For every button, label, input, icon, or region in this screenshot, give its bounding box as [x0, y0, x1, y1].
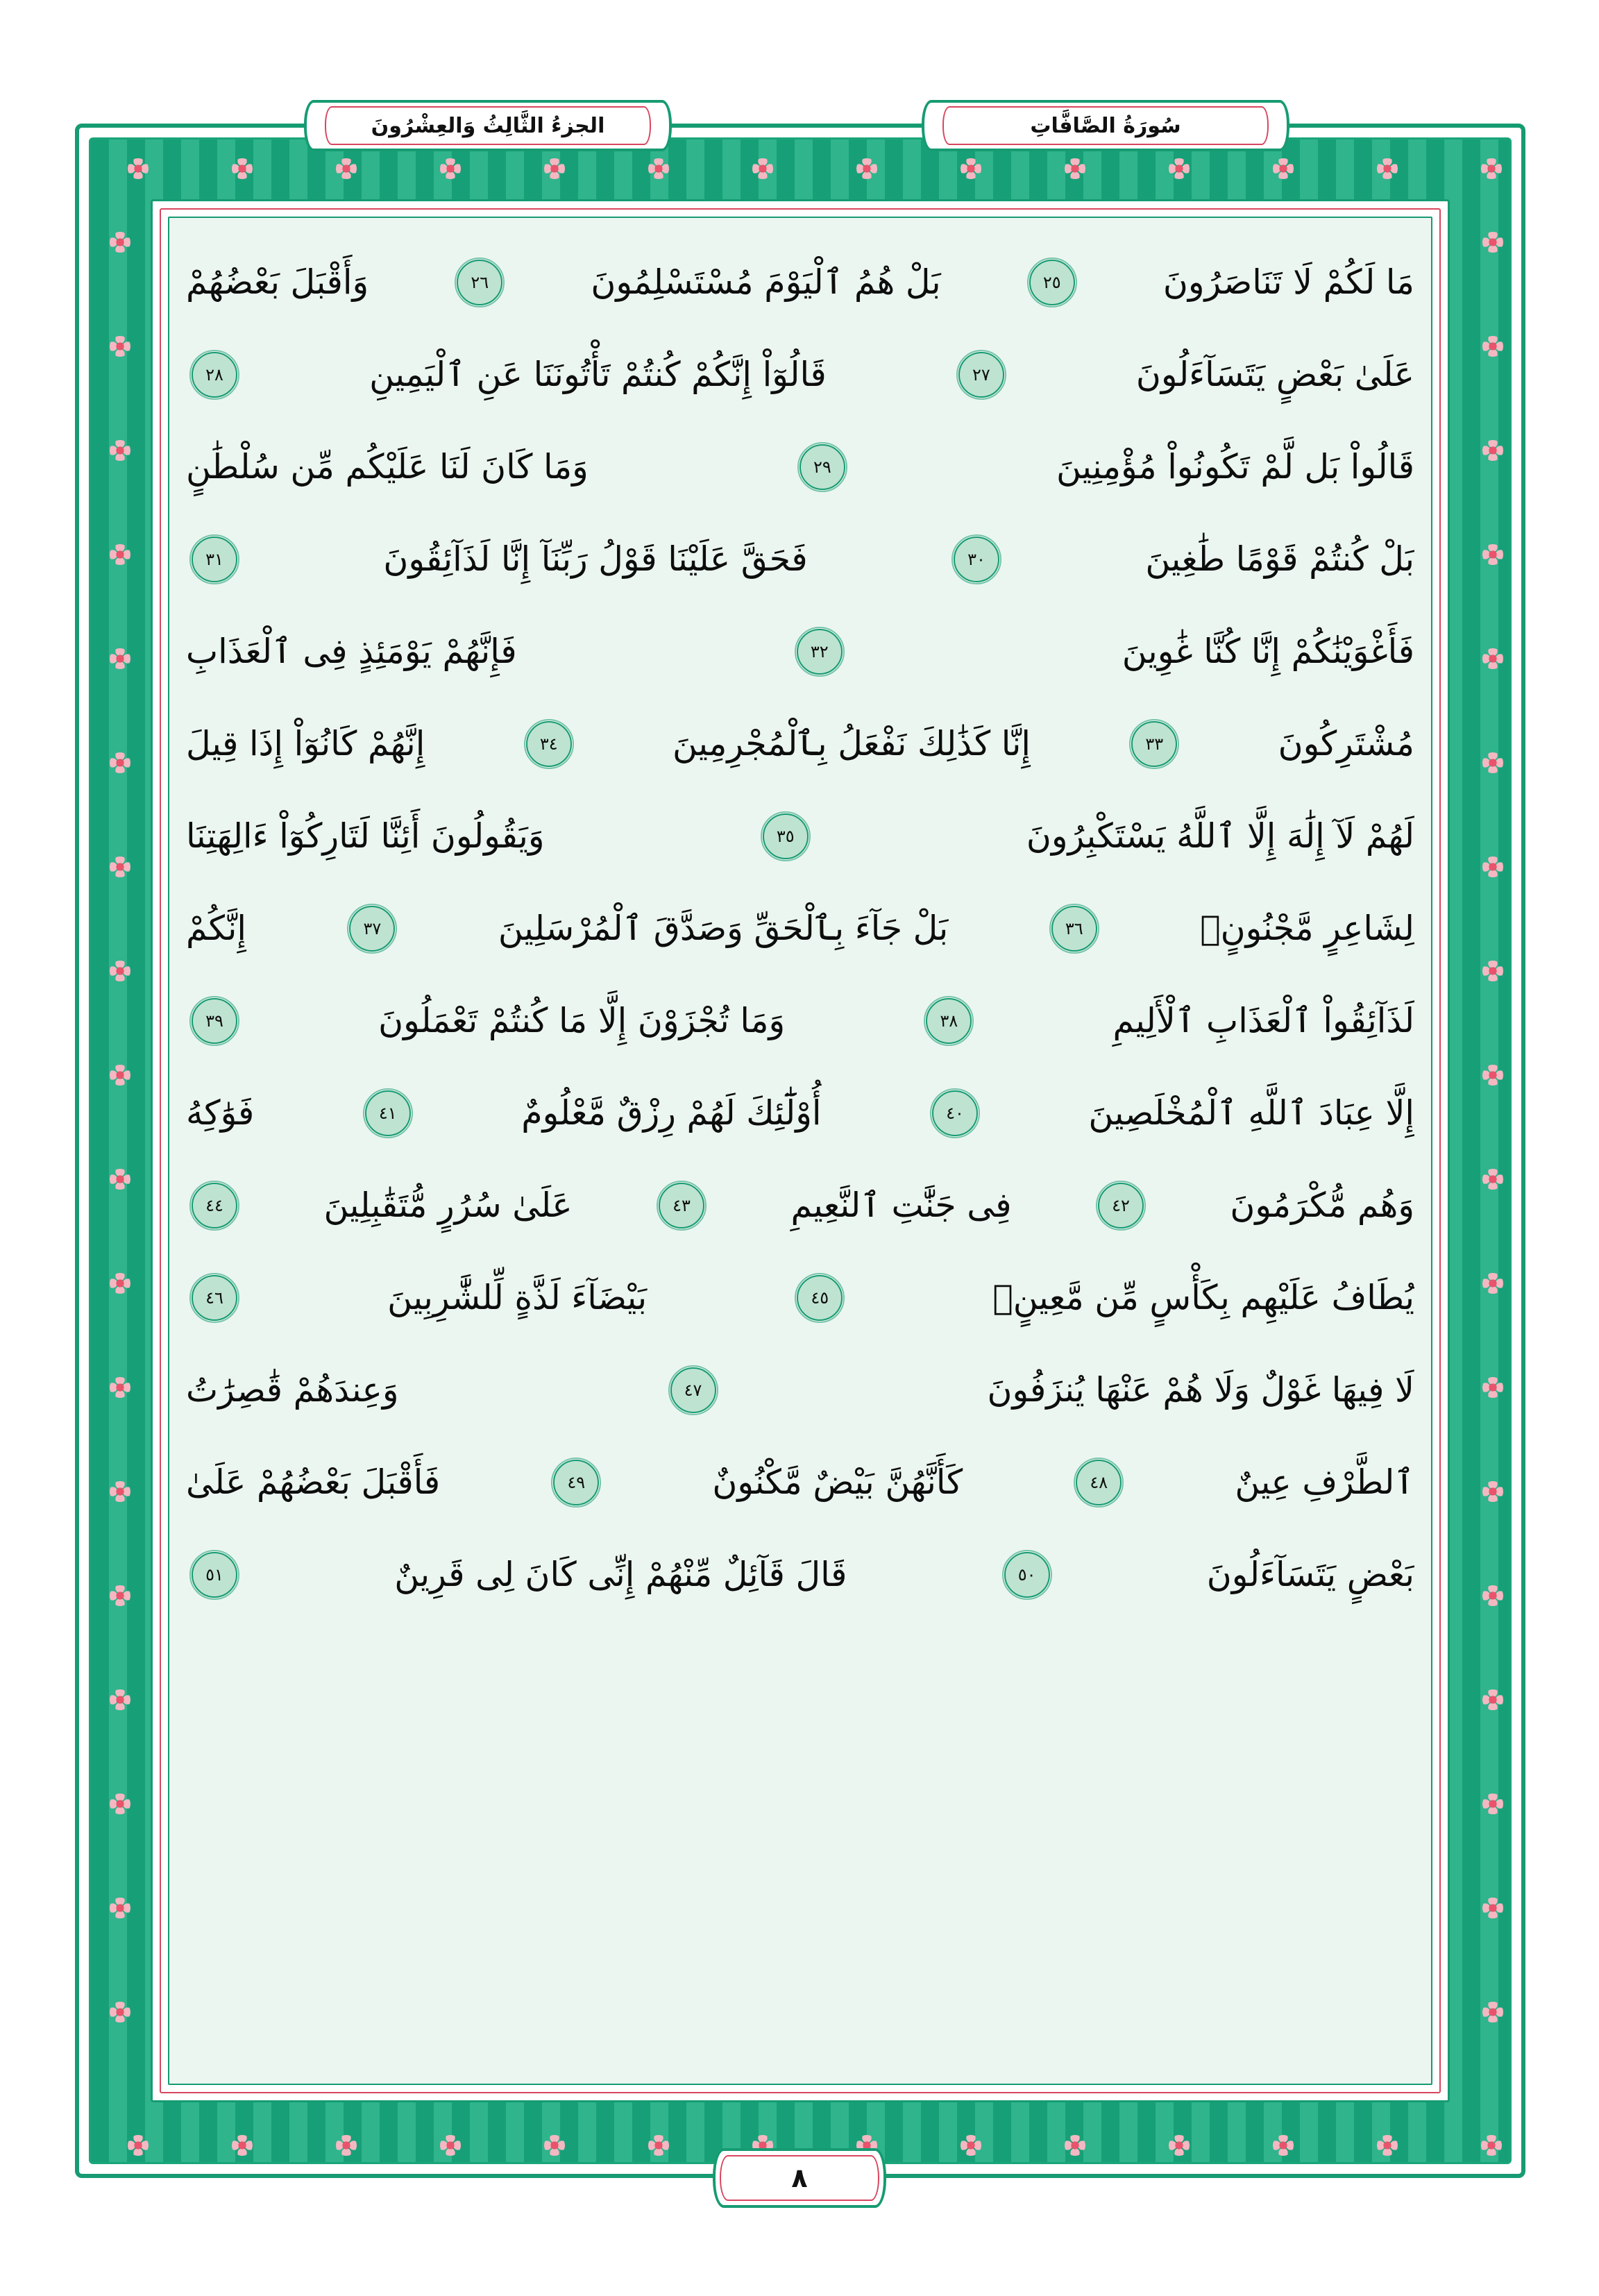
ayah-number-marker: ٣١ — [192, 537, 237, 582]
rosette-icon — [1273, 2135, 1294, 2156]
rosette-icon — [1482, 2002, 1503, 2023]
ayah-number-marker: ٤٤ — [192, 1183, 237, 1229]
ayah-number-marker: ٢٦ — [457, 260, 502, 305]
ayah-number-marker: ٤٦ — [192, 1275, 237, 1321]
rosette-icon — [1482, 1793, 1503, 1814]
rosette-icon — [128, 2135, 149, 2156]
rosette-icon — [110, 1898, 130, 1918]
rosette-icon — [336, 158, 357, 179]
rosette-icon — [110, 232, 130, 253]
ayah-text: أُوْلَٰٓئِكَ لَهُمْ رِزْقٌ مَّعْلُومٌ — [521, 1093, 822, 1133]
rosette-icon — [752, 158, 773, 179]
rosette-icon — [1482, 1585, 1503, 1606]
juz-label: الجزءُ الثَّالِثُ وَالعِشْرُونَ — [371, 113, 605, 138]
rosette-icon — [232, 2135, 253, 2156]
ayah-text: يُطَافُ عَلَيْهِم بِكَأْسٍ مِّن مَّعِينٍۭ — [992, 1278, 1414, 1317]
ayah-text: لَهُمْ لَآ إِلَٰهَ إِلَّا ٱللَّهُ يَسْتَكْبِرُونَ — [1026, 816, 1414, 856]
ayah-number-marker: ٣٢ — [797, 629, 843, 675]
ayah-text: فَحَقَّ عَلَيْنَا قَوْلُ رَبِّنَآ إِنَّا لَذَآئِقُونَ — [383, 539, 808, 579]
ayah-number-marker: ٤١ — [365, 1090, 411, 1136]
rosette-icon — [1482, 440, 1503, 461]
ayah-number-marker: ٢٩ — [800, 444, 845, 490]
rosette-icon — [1482, 1689, 1503, 1710]
rosette-icon — [961, 158, 981, 179]
ayah-text: إِنَّهُمْ كَانُوٓاْ إِذَا قِيلَ — [186, 724, 425, 763]
page-number-cartouche-inner — [720, 2155, 879, 2201]
rosette-icon — [1482, 856, 1503, 877]
page-border-accent — [160, 208, 1441, 2093]
ayah-text: مُشْتَرِكُونَ — [1278, 724, 1414, 763]
rosette-icon — [110, 752, 130, 773]
ayah-text: وَيَقُولُونَ أَئِنَّا لَتَارِكُوٓاْ ءَالِهَتِنَا — [186, 816, 545, 856]
rosette-icon — [110, 1377, 130, 1398]
ayah-line — [186, 974, 1414, 1067]
ayah-text: لَا فِيهَا غَوْلٌ وَلَا هُمْ عَنْهَا يُنزَفُونَ — [987, 1370, 1414, 1410]
ayah-number-marker: ٣٣ — [1131, 721, 1177, 767]
ayah-line — [186, 1067, 1414, 1159]
ayah-line — [186, 1436, 1414, 1528]
rosette-icon — [110, 440, 130, 461]
rosette-icon — [110, 2002, 130, 2023]
rosette-icon — [110, 961, 130, 981]
rosette-icon — [110, 1689, 130, 1710]
ayah-number-marker: ٢٨ — [192, 352, 237, 398]
ayah-line — [186, 1251, 1414, 1344]
ayah-text: وَمَا كَانَ لَنَا عَلَيْكُم مِّن سُلْطَٰنٍ — [186, 447, 589, 487]
ayah-text: بَلْ جَآءَ بِٱلْحَقِّ وَصَدَّقَ ٱلْمُرْسَلِينَ — [498, 909, 949, 948]
rosette-icon — [1482, 232, 1503, 253]
ayah-text: قَالُواْ بَل لَّمْ تَكُونُواْ مُؤْمِنِينَ — [1056, 447, 1414, 487]
ayah-number-marker: ٣٤ — [526, 721, 572, 767]
rosette-icon — [110, 856, 130, 877]
juz-cartouche — [304, 100, 672, 151]
ayah-line — [186, 1528, 1414, 1621]
ayah-line — [186, 1159, 1414, 1251]
ayah-text: بَلْ هُمُ ٱلْيَوْمَ مُسْتَسْلِمُونَ — [591, 262, 941, 302]
surah-label: سُورَةُ الصَّافَّاتِ — [1030, 113, 1181, 138]
page-border-inner — [151, 199, 1450, 2102]
surah-cartouche — [922, 100, 1289, 151]
rosette-icon — [110, 1169, 130, 1190]
rosette-icon — [1481, 158, 1502, 179]
rosette-icon — [1273, 158, 1294, 179]
ayah-text: كَأَنَّهُنَّ بَيْضٌ مَّكْنُونٌ — [712, 1462, 963, 1502]
ayah-line — [186, 421, 1414, 513]
rosette-icon — [1169, 2135, 1190, 2156]
ayah-line — [186, 513, 1414, 605]
rosette-icon — [1482, 1169, 1503, 1190]
rosette-icon — [1169, 158, 1190, 179]
ayah-line — [186, 698, 1414, 790]
ayah-number-marker: ٢٥ — [1029, 260, 1075, 305]
ayah-text: بَعْضٍ يَتَسَآءَلُونَ — [1206, 1555, 1414, 1594]
ayah-text: وَهُم مُّكْرَمُونَ — [1230, 1185, 1414, 1225]
ayah-number-marker: ٣٧ — [349, 906, 395, 952]
ayah-number-marker: ٤٠ — [932, 1090, 978, 1136]
ayah-text: فَإِنَّهُمْ يَوْمَئِذٍ فِى ٱلْعَذَابِ — [186, 632, 517, 671]
ayah-text: مَا لَكُمْ لَا تَنَاصَرُونَ — [1162, 262, 1414, 302]
ayah-number-marker: ٥٠ — [1004, 1552, 1050, 1598]
rosette-icon — [1482, 961, 1503, 981]
rosette-icon — [440, 158, 461, 179]
rosette-icon — [1482, 1273, 1503, 1294]
rosette-icon — [544, 2135, 565, 2156]
ayah-text: عَلَىٰ بَعْضٍ يَتَسَآءَلُونَ — [1135, 355, 1414, 394]
rosette-icon — [1065, 158, 1085, 179]
ayah-number-marker: ٣٠ — [954, 537, 999, 582]
ayah-text: ٱلطَّرْفِ عِينٌ — [1235, 1462, 1414, 1502]
ayah-text: فَأَغْوَيْنَٰكُمْ إِنَّا كُنَّا غَٰوِينَ — [1122, 632, 1414, 671]
ayah-lines — [186, 236, 1414, 1621]
rosette-icon — [1482, 1065, 1503, 1086]
ayah-line — [186, 236, 1414, 328]
ayah-number-marker: ٣٩ — [192, 998, 237, 1044]
page-border-outer — [75, 124, 1525, 2178]
rosette-icon — [1482, 752, 1503, 773]
ayah-text: إِنَّكُمْ — [186, 909, 246, 948]
rosette-icon — [110, 648, 130, 669]
ayah-number-marker: ٤٥ — [797, 1275, 843, 1321]
ayah-line — [186, 605, 1414, 698]
ayah-text: وَأَقْبَلَ بَعْضُهُمْ — [186, 262, 369, 302]
ornamental-band — [89, 137, 1512, 2164]
rosette-icon — [648, 2135, 669, 2156]
ayah-number-marker: ٤٩ — [553, 1460, 599, 1505]
ayah-text: وَمَا تُجْزَوْنَ إِلَّا مَا كُنتُمْ تَعْمَلُونَ — [378, 1001, 786, 1040]
rosette-icon — [1482, 544, 1503, 565]
ayah-number-marker: ٣٥ — [763, 813, 809, 859]
rosette-icon — [1065, 2135, 1085, 2156]
rosette-icon — [336, 2135, 357, 2156]
surah-cartouche-inner — [942, 106, 1269, 145]
rosette-icon — [1377, 2135, 1398, 2156]
rosette-icon — [1482, 1898, 1503, 1918]
rosette-icon — [110, 544, 130, 565]
rosette-icon — [110, 336, 130, 357]
quran-text-area — [168, 217, 1432, 2085]
juz-cartouche-inner — [325, 106, 651, 145]
ayah-number-marker: ٣٨ — [926, 998, 972, 1044]
ayah-number-marker: ٤٨ — [1076, 1460, 1122, 1505]
ayah-number-marker: ٤٢ — [1098, 1183, 1144, 1229]
rosette-icon — [110, 1273, 130, 1294]
ayah-text: وَعِندَهُمْ قَٰصِرَٰتُ — [186, 1370, 399, 1410]
rosette-icon — [961, 2135, 981, 2156]
rosette-icon — [440, 2135, 461, 2156]
ayah-number-marker: ٢٧ — [958, 352, 1004, 398]
ayah-text: لَذَآئِقُواْ ٱلْعَذَابِ ٱلْأَلِيمِ — [1112, 1001, 1414, 1040]
ayah-text: فَأَقْبَلَ بَعْضُهُمْ عَلَىٰ — [186, 1462, 441, 1502]
rosette-icon — [1482, 1481, 1503, 1502]
ayah-text: لِشَاعِرٍ مَّجْنُونٍۭ — [1200, 909, 1414, 948]
rosette-icon — [110, 1481, 130, 1502]
rosette-icon — [856, 158, 877, 179]
rosette-icon — [1481, 2135, 1502, 2156]
rosette-icon — [648, 158, 669, 179]
ayah-number-marker: ٤٣ — [659, 1183, 704, 1229]
ayah-number-marker: ٣٦ — [1051, 906, 1097, 952]
ayah-text: بَلْ كُنتُمْ قَوْمًا طَٰغِينَ — [1145, 539, 1414, 579]
rosette-icon — [128, 158, 149, 179]
rosette-icon — [1482, 1377, 1503, 1398]
ayah-line — [186, 790, 1414, 882]
ayah-text: إِنَّا كَذَٰلِكَ نَفْعَلُ بِٱلْمُجْرِمِينَ — [672, 724, 1031, 763]
page-number-cartouche — [713, 2148, 886, 2208]
page-number: ٨ — [791, 2163, 808, 2193]
ayah-text: إِلَّا عِبَادَ ٱللَّهِ ٱلْمُخْلَصِينَ — [1088, 1093, 1414, 1133]
ayah-text: فِى جَنَّٰتِ ٱلنَّعِيمِ — [790, 1185, 1012, 1225]
ayah-number-marker: ٤٧ — [670, 1367, 716, 1413]
rosette-icon — [110, 1585, 130, 1606]
ayah-line — [186, 328, 1414, 421]
rosette-icon — [1482, 336, 1503, 357]
ayah-number-marker: ٥١ — [192, 1552, 237, 1598]
rosette-icon — [1482, 648, 1503, 669]
ayah-text: عَلَىٰ سُرُرٍ مُّتَقَٰبِلِينَ — [323, 1185, 573, 1225]
ayah-line — [186, 1344, 1414, 1436]
ayah-line — [186, 882, 1414, 974]
rosette-icon — [232, 158, 253, 179]
ayah-text: قَالُوٓاْ إِنَّكُمْ كُنتُمْ تَأْتُونَنَا عَنِ ٱلْيَمِينِ — [369, 355, 827, 394]
ayah-text: قَالَ قَآئِلٌ مِّنْهُمْ إِنِّى كَانَ لِى قَرِينٌ — [394, 1555, 847, 1594]
ayah-text: فَوَٰكِهُ — [186, 1093, 255, 1133]
rosette-icon — [544, 158, 565, 179]
rosette-icon — [110, 1065, 130, 1086]
ayah-text: بَيْضَآءَ لَذَّةٍ لِّلشَّٰرِبِينَ — [387, 1278, 648, 1317]
rosette-icon — [110, 1793, 130, 1814]
rosette-icon — [1377, 158, 1398, 179]
